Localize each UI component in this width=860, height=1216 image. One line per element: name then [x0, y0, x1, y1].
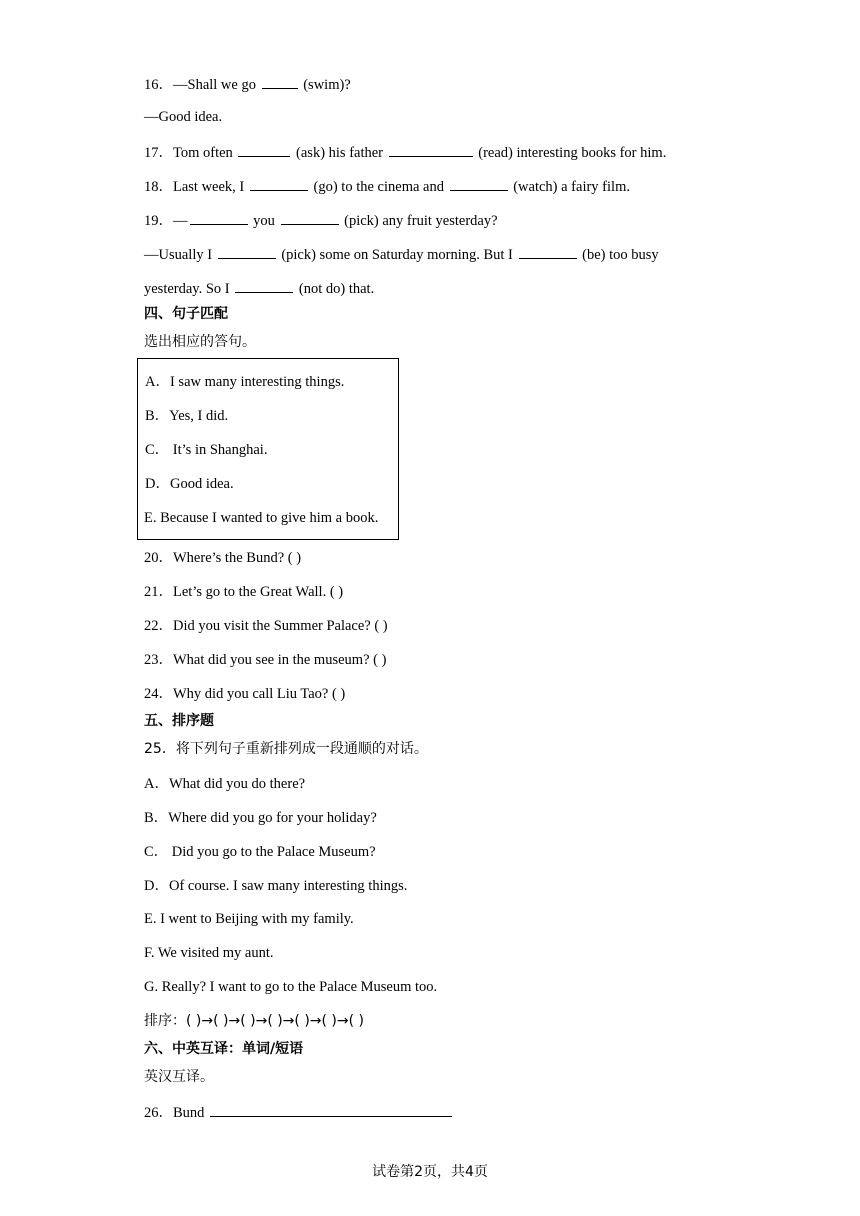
- question-20[interactable]: 20．Where’s the Bund? ( ): [144, 550, 302, 566]
- question-16-reply: —Good idea.: [144, 109, 223, 125]
- option-e: E. Because I wanted to give him a book.: [144, 510, 379, 526]
- answer-blank[interactable]: [235, 278, 293, 293]
- question-17: 17．Tom often (ask) his father (read) interesting books for him.: [144, 142, 666, 162]
- question-19-reply-2: yesterday. So I (not do) that.: [144, 278, 374, 298]
- answer-options-box: [137, 358, 399, 540]
- question-26: 26．Bund: [144, 1102, 454, 1122]
- answer-blank[interactable]: [210, 1102, 452, 1117]
- order-option-c: C． Did you go to the Palace Museum?: [144, 844, 376, 860]
- answer-blank[interactable]: [281, 210, 339, 225]
- question-22[interactable]: 22．Did you visit the Summer Palace? ( ): [144, 618, 388, 634]
- section-6-instruction: 英汉互译。: [144, 1069, 214, 1085]
- answer-blank[interactable]: [250, 176, 308, 191]
- question-23[interactable]: 23．What did you see in the museum? ( ): [144, 652, 387, 668]
- answer-blank[interactable]: [262, 74, 298, 89]
- section-4-title: 四、句子匹配: [144, 306, 228, 322]
- question-24[interactable]: 24．Why did you call Liu Tao? ( ): [144, 686, 346, 702]
- question-19-reply-1: —Usually I (pick) some on Saturday morning. But I (be) too busy: [144, 244, 659, 264]
- page-footer: 试卷第2页，共4页: [372, 1164, 488, 1180]
- answer-blank[interactable]: [389, 142, 473, 157]
- order-option-e: E. I went to Beijing with my family.: [144, 911, 354, 927]
- section-5-title: 五、排序题: [144, 713, 214, 729]
- question-16: 16．—Shall we go (swim)?: [144, 74, 351, 94]
- section-4-instruction: 选出相应的答句。: [144, 334, 256, 350]
- order-option-b: B．Where did you go for your holiday?: [144, 810, 377, 826]
- section-6-title: 六、中英互译：单词/短语: [144, 1041, 304, 1057]
- answer-blank[interactable]: [218, 244, 276, 259]
- question-21[interactable]: 21．Let’s go to the Great Wall. ( ): [144, 584, 344, 600]
- answer-blank[interactable]: [238, 142, 290, 157]
- option-d: D．Good idea.: [145, 476, 234, 492]
- option-a: A．I saw many interesting things.: [145, 374, 345, 390]
- question-25: 25．将下列句子重新排列成一段通顺的对话。: [144, 741, 428, 757]
- order-option-f: F. We visited my aunt.: [144, 945, 274, 961]
- option-c: C． It’s in Shanghai.: [145, 442, 268, 458]
- order-option-g: G. Really? I want to go to the Palace Museum too.: [144, 979, 438, 995]
- option-b: B．Yes, I did.: [145, 408, 229, 424]
- answer-blank[interactable]: [190, 210, 248, 225]
- question-19: 19．— you (pick) any fruit yesterday?: [144, 210, 498, 230]
- order-answer-line[interactable]: 排序：( )→( )→( )→( )→( )→( )→( ): [144, 1013, 365, 1029]
- order-option-d: D．Of course. I saw many interesting things.: [144, 878, 408, 894]
- answer-blank[interactable]: [450, 176, 508, 191]
- order-option-a: A．What did you do there?: [144, 776, 306, 792]
- question-18: 18．Last week, I (go) to the cinema and (watch) a fairy film.: [144, 176, 630, 196]
- answer-blank[interactable]: [519, 244, 577, 259]
